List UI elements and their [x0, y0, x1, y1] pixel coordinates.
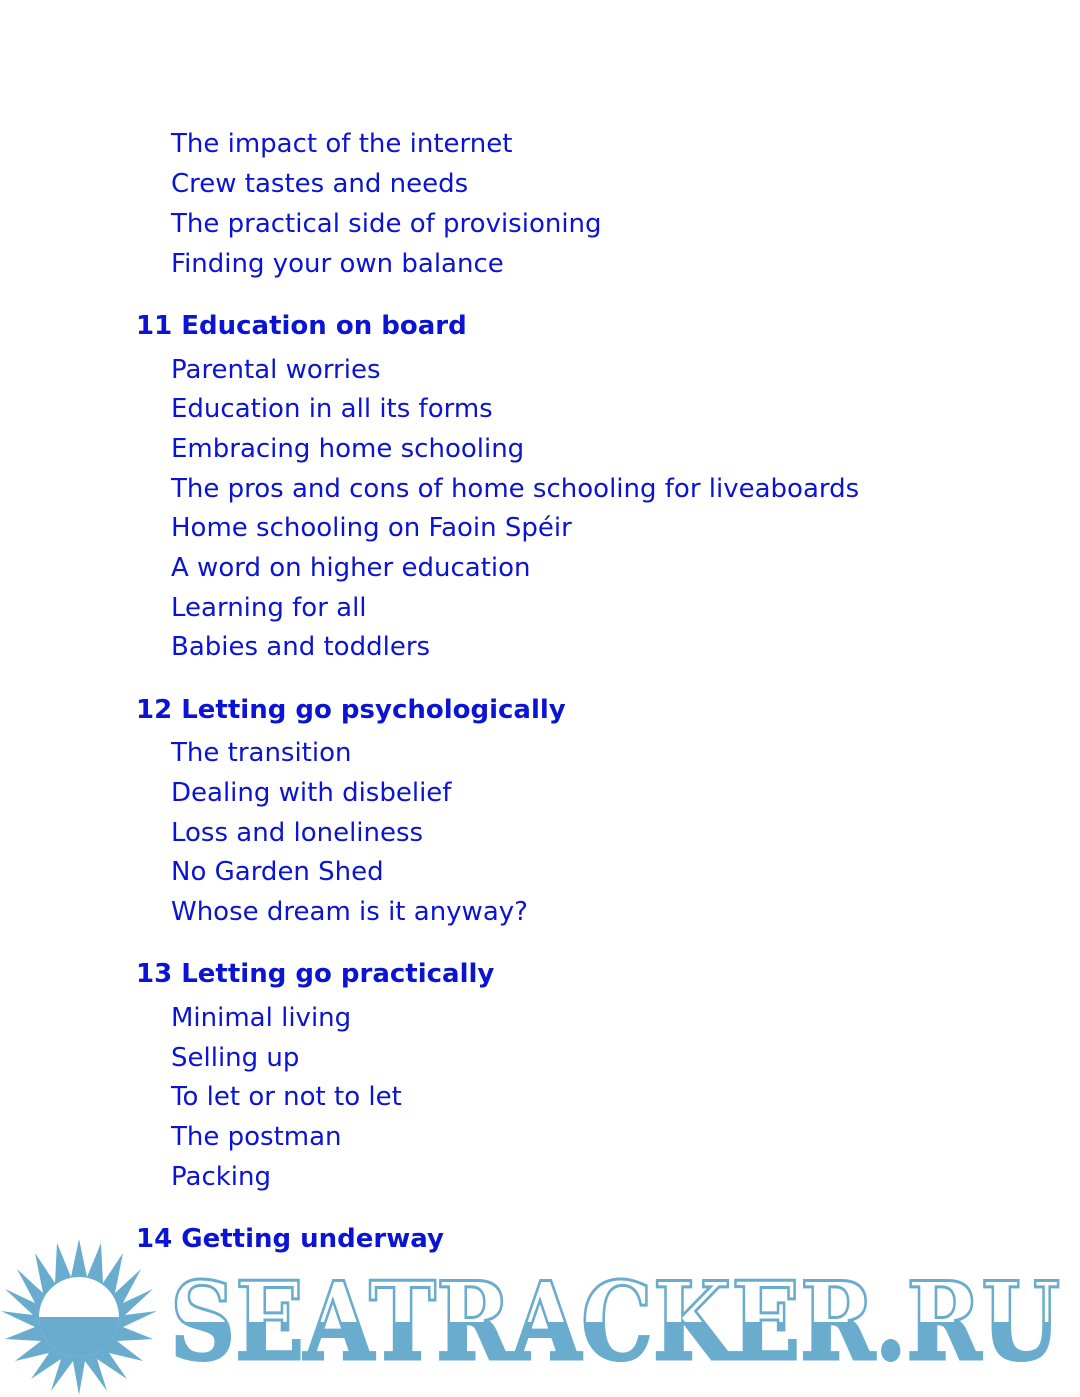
toc-item[interactable]: Embracing home schooling: [171, 434, 525, 464]
chapter-heading-11[interactable]: 11 Education on board: [136, 311, 467, 341]
toc-item[interactable]: Home schooling on Faoin Spéir: [171, 513, 572, 543]
toc-item[interactable]: Packing: [171, 1162, 272, 1192]
chapter-heading-13[interactable]: 13 Letting go practically: [136, 959, 495, 989]
toc-item[interactable]: Education in all its forms: [171, 394, 493, 424]
toc-item[interactable]: Babies and toddlers: [171, 632, 431, 662]
toc-item[interactable]: To let or not to let: [171, 1082, 402, 1112]
watermark: [0, 1235, 1080, 1397]
toc-item[interactable]: Loss and loneliness: [171, 818, 424, 848]
toc-item[interactable]: The practical side of provisioning: [171, 209, 602, 239]
toc-item[interactable]: Crew tastes and needs: [171, 169, 469, 199]
toc-item[interactable]: Finding your own balance: [171, 249, 504, 279]
toc-item[interactable]: Learning for all: [171, 593, 367, 623]
toc-item[interactable]: No Garden Shed: [171, 857, 384, 887]
toc-item[interactable]: The transition: [171, 738, 352, 768]
toc-item[interactable]: The impact of the internet: [171, 129, 513, 159]
chapter-heading-12[interactable]: 12 Letting go psychologically: [136, 695, 566, 725]
toc-item[interactable]: The postman: [171, 1122, 342, 1152]
toc-item[interactable]: Parental worries: [171, 355, 381, 385]
toc-item[interactable]: A word on higher education: [171, 553, 531, 583]
toc-item[interactable]: Selling up: [171, 1043, 300, 1073]
toc-item[interactable]: Whose dream is it anyway?: [171, 897, 528, 927]
toc-item[interactable]: The pros and cons of home schooling for liveaboards: [171, 474, 860, 504]
toc-item[interactable]: Dealing with disbelief: [171, 778, 452, 808]
watermark-text: SEATRACKER.RU: [170, 1259, 1060, 1385]
toc-item[interactable]: Minimal living: [171, 1003, 352, 1033]
chapter-heading-14[interactable]: 14 Getting underway: [136, 1224, 444, 1254]
